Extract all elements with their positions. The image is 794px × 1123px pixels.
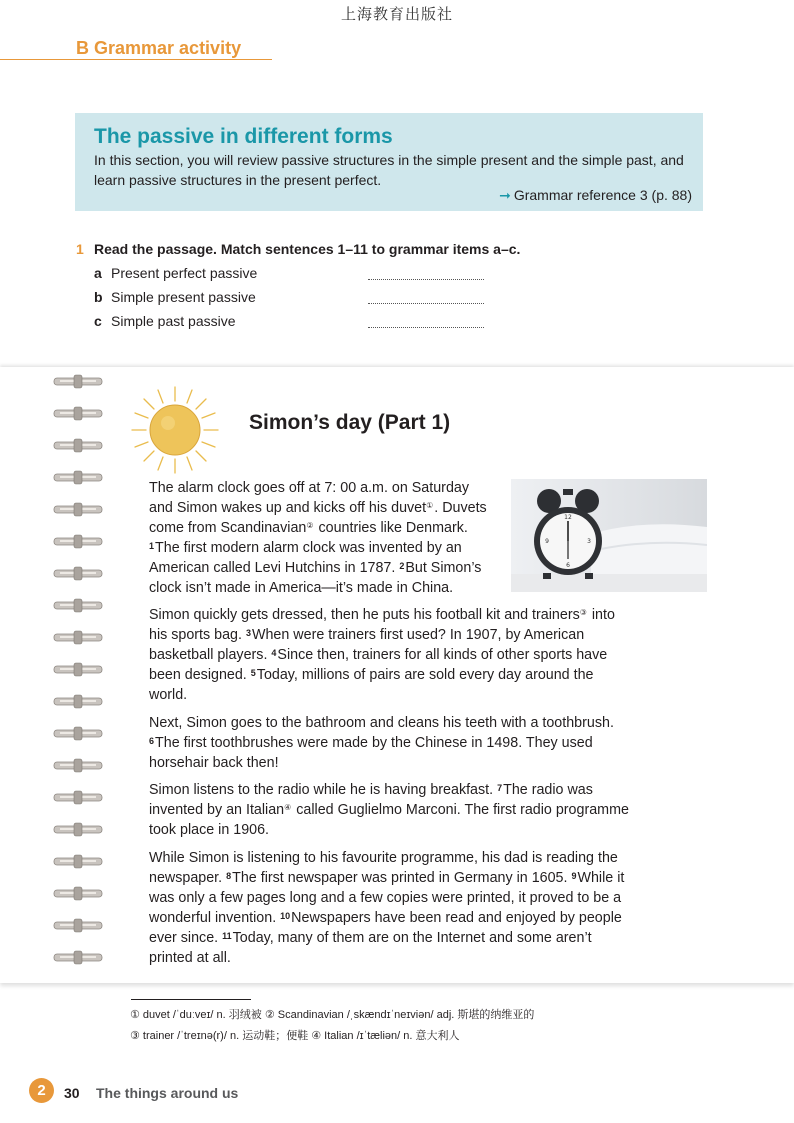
alarm-clock-photo [511, 479, 707, 592]
match-letter: a [94, 265, 102, 281]
unit-title: The things around us [96, 1085, 239, 1101]
sentence-number: 6 [149, 736, 155, 746]
story-paragraph-3 [149, 713, 633, 773]
story-paragraph-4 [149, 780, 633, 840]
story-text: The radio was invented by an Italian [149, 782, 593, 818]
story-text: The first modern alarm clock was invented by an American called Levi Hutchins in 1787. [149, 540, 462, 576]
spiral-binding-icon [52, 372, 104, 982]
story-text: Today, many of them are on the Internet and some aren’t printed at all. [149, 930, 592, 966]
match-item-c [94, 313, 236, 329]
intro-title: The passive in different forms [94, 125, 393, 148]
arrow-right-icon: ➞ [499, 187, 511, 203]
section-rule [0, 59, 272, 60]
story-paragraph-5 [149, 848, 633, 968]
svg-text:3: 3 [587, 538, 591, 545]
story-text: While it was only a few pages long and a few copies were printed, it proved to be a wonderful invention. [149, 870, 625, 926]
match-letter: b [94, 289, 103, 305]
task-number: 1 [76, 241, 84, 257]
story-text: But Simon’s clock isn’t made in America—it’s made in China. [149, 560, 482, 596]
grammar-reference-link[interactable] [499, 187, 692, 204]
story-paragraph-1 [149, 478, 489, 598]
svg-text:9: 9 [545, 538, 549, 545]
alarm-clock-icon [511, 479, 707, 592]
footnote-rule [131, 999, 251, 1000]
story-text: . Duvets come from Scandinavian [149, 500, 487, 536]
story-title: Simon’s day (Part 1) [249, 411, 451, 434]
story-text: Since then, trainers for all kinds of other sports have been designed. [149, 647, 608, 683]
sentence-number: 4 [271, 648, 277, 658]
match-label: Present perfect passive [111, 265, 258, 281]
answer-blank-c[interactable] [368, 327, 484, 328]
footnote-marker: ③ [579, 608, 587, 617]
story-text: Today, millions of pairs are sold every day around the world. [149, 667, 594, 703]
match-label: Simple present passive [111, 289, 256, 305]
sentence-number: 8 [226, 871, 232, 881]
story-text: Newspapers have been read and enjoyed by people ever since. [149, 910, 622, 946]
match-label: Simple past passive [111, 313, 236, 329]
sun-illustration-icon [130, 385, 220, 475]
story-text: Simon quickly gets dressed, then he puts his football kit and trainers [149, 607, 580, 623]
story-text: Simon listens to the radio while he is having breakfast. [149, 782, 494, 798]
svg-text:12: 12 [564, 514, 572, 521]
story-text: The first toothbrushes were made by the Chinese in 1498. They used horsehair back then! [149, 735, 593, 771]
story-text: into his sports bag. [149, 607, 615, 643]
grammar-reference-label: Grammar reference 3 (p. 88) [513, 187, 692, 203]
story-text: called Guglielmo Marconi. The first radio programme took place in 1906. [149, 802, 629, 838]
sentence-number: 2 [399, 561, 405, 571]
page-number: 30 [64, 1085, 80, 1101]
story-paragraph-2 [149, 605, 621, 705]
footnote-marker: ② [306, 521, 314, 530]
intro-box [75, 113, 703, 211]
sentence-number: 9 [571, 871, 577, 881]
sentence-number: 3 [245, 628, 251, 638]
svg-text:6: 6 [566, 562, 570, 569]
task-instruction: Read the passage. Match sentences 1–11 to grammar items a–c. [94, 241, 521, 257]
match-item-a [94, 265, 257, 281]
answer-blank-b[interactable] [368, 303, 484, 304]
story-text: When were trainers first used? In 1907, by American basketball players. [149, 627, 585, 663]
intro-text: In this section, you will review passive structures in the simple present and the simple past, and learn passive structures in the present perfect. [94, 152, 684, 188]
match-item-b [94, 289, 256, 305]
footnote-marker: ④ [284, 803, 292, 812]
section-title: B Grammar activity [76, 38, 242, 58]
sentence-number: 11 [222, 931, 232, 941]
footnote-line-2: ③ trainer /ˈtreɪnə(r)/ n. 运动鞋；便鞋 ④ Italian /ɪˈtæliən/ n. 意大利人 [130, 1030, 460, 1042]
story-text: Next, Simon goes to the bathroom and cleans his teeth with a toothbrush. [149, 715, 614, 731]
footnote-marker: ① [426, 501, 434, 510]
sentence-number: 7 [497, 783, 503, 793]
footnote-line-1: ① duvet /ˈduːveɪ/ n. 羽绒被 ② Scandinavian /ˌskændɪˈneɪviən/ adj. 斯堪的纳维亚的 [130, 1009, 535, 1021]
answer-blank-a[interactable] [368, 279, 484, 280]
sentence-number: 1 [149, 541, 155, 551]
story-text: countries like Denmark. [314, 520, 468, 536]
story-text: While Simon is listening to his favourite programme, his dad is reading the newspaper. [149, 850, 618, 886]
publisher-header: 上海教育出版社 [340, 5, 453, 23]
match-letter: c [94, 313, 102, 329]
sentence-number: 5 [250, 668, 256, 678]
unit-number-badge: 2 [29, 1078, 54, 1103]
story-text: The alarm clock goes off at 7: 00 a.m. on Saturday and Simon wakes up and kicks off his duvet [149, 480, 469, 516]
story-text: The first newspaper was printed in Germany in 1605. [232, 870, 568, 886]
sentence-number: 10 [280, 911, 291, 921]
